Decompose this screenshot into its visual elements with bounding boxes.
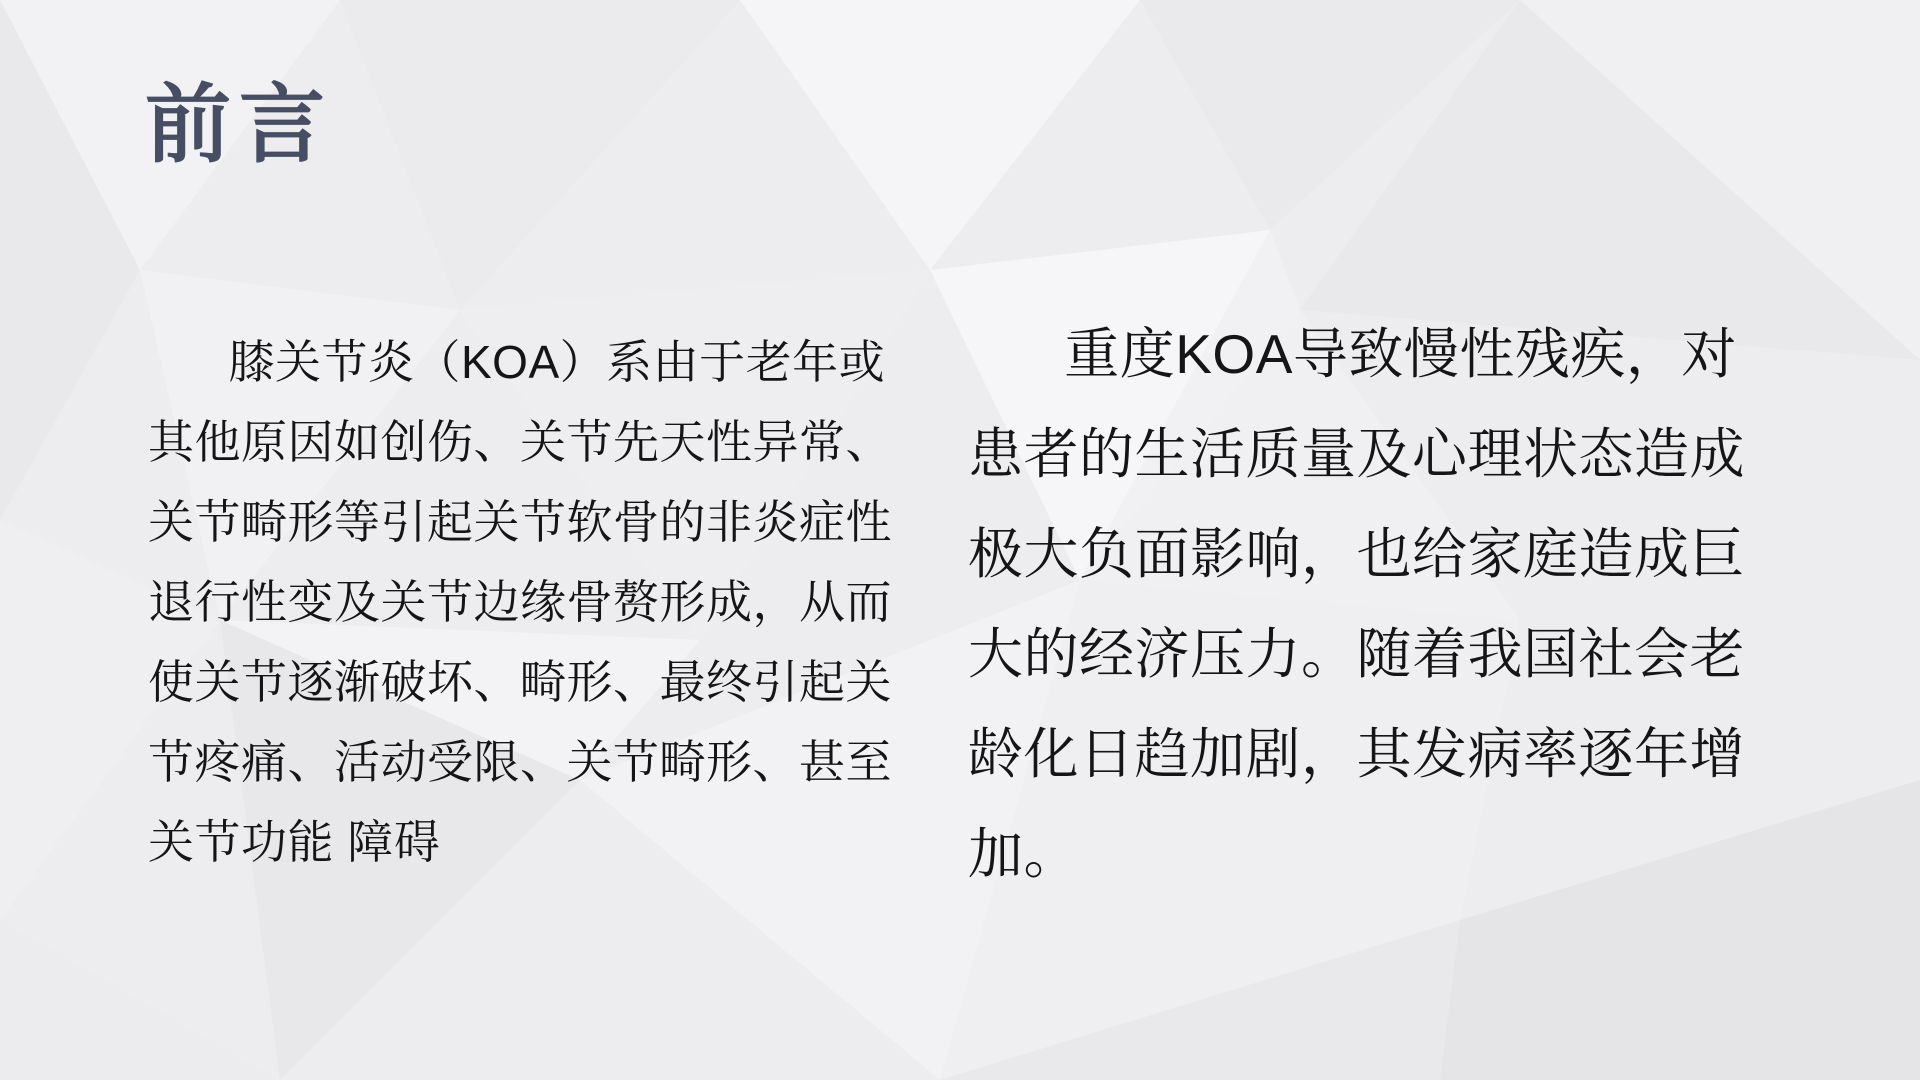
right-paragraph — [968, 304, 1778, 904]
left-paragraph-line: 其他原因如创伤、关节先天性异常、 — [148, 416, 892, 468]
slide-title: 前言 — [145, 77, 333, 173]
left-paragraph-line: 膝关节炎（KOA）系由于老年或 — [228, 336, 886, 388]
right-paragraph-line: 加。 — [968, 823, 1080, 885]
left-paragraph-line: 使关节逐渐破坏、畸形、最终引起关 — [148, 656, 892, 708]
right-paragraph-line: 极大负面影响，也给家庭造成巨 — [968, 523, 1746, 585]
left-paragraph-line: 退行性变及关节边缘骨赘形成，从而 — [148, 576, 892, 628]
left-paragraph — [148, 322, 938, 882]
right-paragraph-line: 大的经济压力。随着我国社会老 — [968, 623, 1746, 685]
left-paragraph-line: 关节畸形等引起关节软骨的非炎症性 — [148, 496, 892, 548]
right-paragraph-line: 患者的生活质量及心理状态造成 — [968, 423, 1746, 485]
left-paragraph-line: 节疼痛、活动受限、关节畸形、甚至 — [148, 736, 892, 788]
right-paragraph-line: 重度KOA导致慢性残疾，对 — [1064, 323, 1737, 385]
left-paragraph-line: 关节功能 障碍 — [148, 816, 441, 868]
right-paragraph-line: 龄化日趋加剧，其发病率逐年增 — [968, 723, 1746, 785]
